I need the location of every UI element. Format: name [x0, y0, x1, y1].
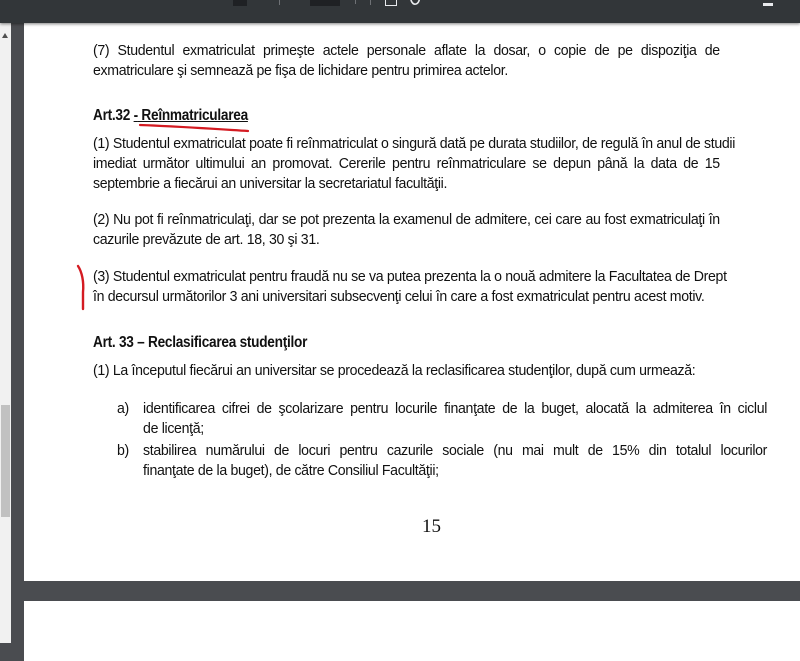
list-item-line: finanţate de la buget), de către Consiliul Facultăţii; — [143, 462, 439, 479]
list-item-line: de licenţă; — [143, 420, 204, 437]
page-number: 15 — [422, 516, 441, 537]
page-number-input[interactable] — [233, 0, 247, 6]
scrollbar-thumb[interactable] — [1, 405, 10, 517]
article-32-paragraph-1 — [93, 134, 736, 194]
list-item-line: stabilirea numărului de locuri pentru cazurile sociale (nu mai mult de 15% din totalul locurilor — [143, 442, 768, 459]
list-marker: b) — [117, 442, 129, 459]
paragraph-line: exmatriculare şi semnează pe fişa de lichidare pentru primirea actelor. — [93, 62, 508, 79]
article-33-paragraph-1 — [93, 361, 720, 381]
pdf-viewer-toolbar — [0, 0, 800, 23]
paragraph-line: (7) Studentul exmatriculat primeşte actele personale aflate la dosar, o copie de pe dispoziţia de — [93, 42, 720, 59]
toolbar-divider — [370, 0, 371, 5]
paragraph-line: (1) Studentul exmatriculat poate fi reînmatriculat o singură dată pe durata studiilor, de regulă în anul de studii — [93, 135, 736, 152]
article-32-paragraph-2 — [93, 210, 720, 250]
fit-to-page-icon[interactable] — [385, 0, 397, 6]
article-33-heading: Art. 33 – Reclasificarea studenţilor — [93, 334, 308, 351]
more-options-icon[interactable] — [763, 3, 773, 6]
article-32-title: Reînmatricularea — [137, 107, 248, 124]
toolbar-divider — [279, 0, 280, 5]
vertical-scrollbar[interactable] — [0, 23, 11, 643]
zoom-level-input[interactable] — [310, 0, 340, 6]
page-total-label — [250, 0, 268, 6]
scroll-up-arrow-icon[interactable] — [2, 33, 8, 38]
list-marker: a) — [117, 400, 129, 417]
article-32-dash: - — [133, 107, 138, 124]
viewer-gutter — [11, 23, 24, 643]
paragraph-line: septembrie a fiecărui an universitar la secretariatul facultăţii. — [93, 175, 448, 192]
article-32-heading — [93, 107, 248, 125]
paragraph-line: (3) Studentul exmatriculat pentru fraudă nu se va putea prezenta la o nouă admitere la Facultatea de Drept — [93, 268, 727, 285]
pdf-page-15 — [24, 0, 800, 581]
article-32-number: Art.32 — [93, 107, 134, 124]
paragraph-line: (2) Nu pot fi reînmatriculaţi, dar se pot prezenta la examenul de admitere, cei care au fost exmatriculaţi în — [93, 211, 720, 228]
pdf-page-16 — [24, 601, 800, 661]
paragraph-line: în decursul următorilor 3 ani universitari subsecvenţi celui în care a fost exmatriculat pentru acest motiv. — [93, 288, 705, 305]
rotate-icon[interactable] — [409, 0, 421, 6]
list-item-line: identificarea cifrei de şcolarizare pentru locurile finanţate de la buget, alocată la admiterea în ciclul — [143, 400, 768, 417]
article-32-paragraph-3 — [93, 267, 727, 307]
zoom-in-button[interactable] — [355, 0, 356, 4]
paragraph-7 — [93, 41, 720, 81]
paragraph-line: imediat următor ultimului an promovat. Cererile pentru reînmatriculare se depun până la data de 15 — [93, 155, 720, 172]
paragraph-line: cazurile prevăzute de art. 18, 30 şi 31. — [93, 231, 320, 248]
paragraph-line: (1) La începutul fiecărui an universitar se procedează la reclasificarea studenţilor, după cum urmează: — [93, 362, 696, 379]
